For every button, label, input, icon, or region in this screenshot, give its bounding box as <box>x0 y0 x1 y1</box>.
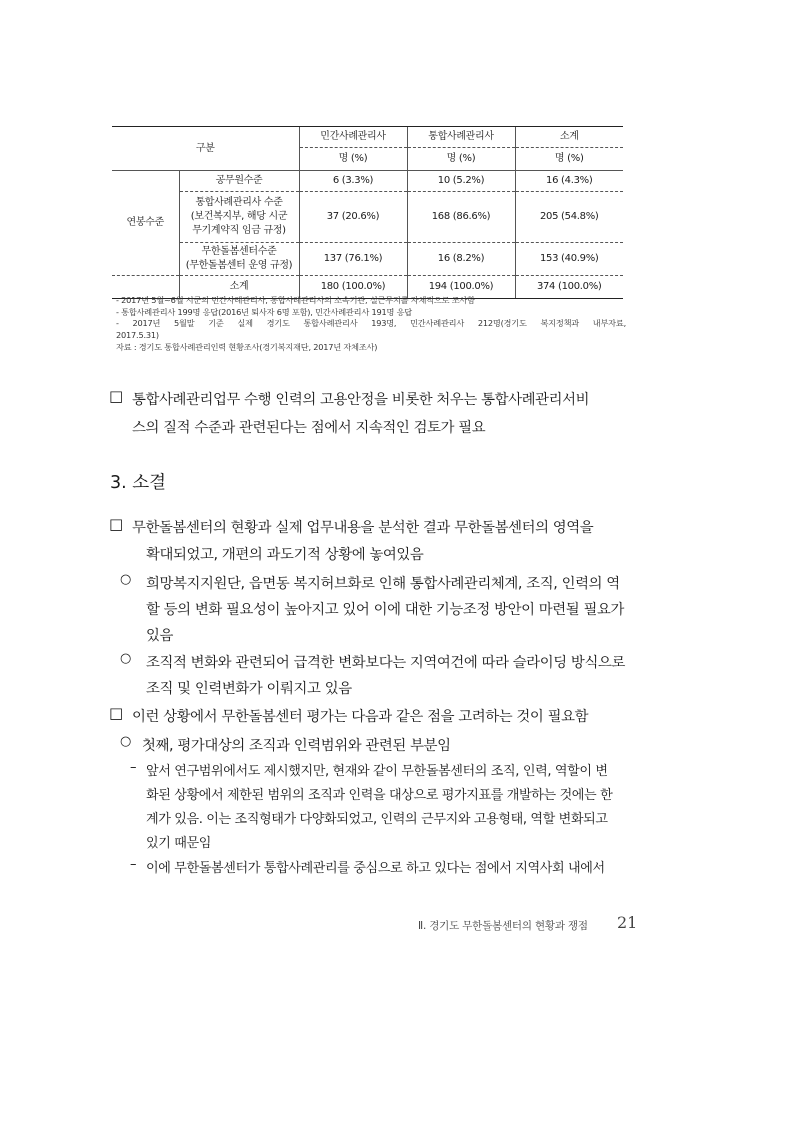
employment-salary-table <box>112 126 623 299</box>
paragraph-line: 앞서 연구범위에서도 제시했지만, 현재와 같이 무한돌봄센터의 조직, 인력, 역할이 변 <box>146 764 608 779</box>
row-label-line: 무기계약직 임금 규정) <box>192 225 286 236</box>
table-cell: 180 (100.0%) <box>299 276 407 299</box>
table-cell: 6 (3.3%) <box>299 171 407 192</box>
circle-bullet: ○ <box>120 734 132 749</box>
paragraph-line: 할 등의 변화 필요성이 높아지고 있어 이에 대한 기능조정 방안이 마련될 필요가 <box>146 602 624 618</box>
square-bullet: □ <box>109 387 124 405</box>
circle-bullet: ○ <box>120 572 132 587</box>
header-unit: 명 (%) <box>515 148 623 171</box>
table-cell: 137 (76.1%) <box>299 243 407 276</box>
row-label-line: 통합사례관리사 수준 <box>195 197 283 208</box>
square-bullet: □ <box>109 704 124 722</box>
note-line: 2017.5.31) <box>116 330 159 341</box>
header-unit: 명 (%) <box>299 148 407 171</box>
paragraph-line: 조직적 변화와 관련되어 급격한 변화보다는 지역여건에 따라 슬라이딩 방식으로 <box>146 655 625 671</box>
paragraph-line: 통합사례관리업무 수행 인력의 고용안정을 비롯한 처우는 통합사례관리서비 <box>132 392 590 408</box>
row-label-center-level <box>179 243 299 276</box>
row-label-subtotal: 소계 <box>179 276 299 299</box>
paragraph-line: 조직 및 인력변화가 이뤄지고 있음 <box>146 681 352 697</box>
row-label-integrated-level <box>179 192 299 243</box>
row-label-public-official: 공무원수준 <box>179 171 299 192</box>
table-cell: 205 (54.8%) <box>515 192 623 243</box>
table-cell: 168 (86.6%) <box>407 192 515 243</box>
note-line: - 2017년 5월말 기준 실제 경기도 통합사례관리사 193명, 민간사례관리사 212명(경기도 복지정책과 내부자료, <box>116 318 626 329</box>
table-cell: 10 (5.2%) <box>407 171 515 192</box>
dash-bullet: – <box>130 760 137 775</box>
circle-bullet: ○ <box>120 651 132 666</box>
paragraph-line: 화된 상황에서 제한된 범위의 조직과 인력을 대상으로 평가지표를 개발하는 것에는 한 <box>146 788 613 803</box>
table-cell: 374 (100.0%) <box>515 276 623 299</box>
paragraph-line: 무한돌봄센터의 현황과 실제 업무내용을 분석한 결과 무한돌봄센터의 영역을 <box>132 520 594 536</box>
paragraph-line: 있음 <box>146 628 174 644</box>
paragraph-line: 희망복지지원단, 읍면동 복지허브화로 인해 통합사례관리체계, 조직, 인력의 역 <box>146 576 620 592</box>
row-label-line: (보건복지부, 해당 시군 <box>190 211 288 222</box>
paragraph-line: 확대되었고, 개편의 과도기적 상황에 놓여있음 <box>146 547 424 563</box>
row-group-label: 연봉수준 <box>112 171 179 276</box>
header-category: 구분 <box>112 127 299 171</box>
header-private-case-manager: 민간사례관리사 <box>299 127 407 148</box>
dash-bullet: – <box>130 857 137 872</box>
paragraph-line: 계가 있음. 이는 조직형태가 다양화되었고, 인력의 근무지와 고용형태, 역할 변화되고 <box>146 812 608 827</box>
paragraph-line: 있기 때문임 <box>146 836 212 851</box>
header-subtotal: 소계 <box>515 127 623 148</box>
table-cell: 153 (40.9%) <box>515 243 623 276</box>
paragraph-line: 이런 상황에서 무한돌봄센터 평가는 다음과 같은 점을 고려하는 것이 필요함 <box>132 709 589 725</box>
header-integrated-case-manager: 통합사례관리사 <box>407 127 515 148</box>
page-number: 21 <box>617 913 638 932</box>
note-source: 자료 : 경기도 통합사례관리인력 현황조사(경기복지재단, 2017년 자체조사) <box>116 341 378 352</box>
running-footer-chapter: Ⅱ. 경기도 무한돌봄센터의 현황과 쟁점 <box>418 920 588 932</box>
row-label-line: 무한돌봄센터수준 <box>201 246 277 257</box>
paragraph-line: 스의 질적 수준과 관련된다는 점에서 지속적인 검토가 필요 <box>132 420 486 436</box>
row-label-line: (무한돌봄센터 운영 규정) <box>185 260 293 271</box>
table-notes <box>116 295 626 354</box>
note-line: - 2017년 5월~6월 시군의 민간사례관리사, 통합사례관리사의 소속기관, 실근무지를 자체적으로 조사함 <box>116 295 475 305</box>
square-bullet: □ <box>109 515 124 533</box>
table-cell: 16 (4.3%) <box>515 171 623 192</box>
paragraph-line: 첫째, 평가대상의 조직과 인력범위와 관련된 부분임 <box>142 738 451 754</box>
paragraph-line: 이에 무한돌봄센터가 통합사례관리를 중심으로 하고 있다는 점에서 지역사회 내에서 <box>146 861 605 876</box>
section-heading: 3. 소결 <box>110 473 167 493</box>
header-unit: 명 (%) <box>407 148 515 171</box>
table-cell: 16 (8.2%) <box>407 243 515 276</box>
table-cell: 194 (100.0%) <box>407 276 515 299</box>
table-cell: 37 (20.6%) <box>299 192 407 243</box>
note-line: - 통합사례관리사 199명 응답(2016년 퇴사자 6명 포함), 민간사례관리사 191명 응답 <box>116 306 413 317</box>
